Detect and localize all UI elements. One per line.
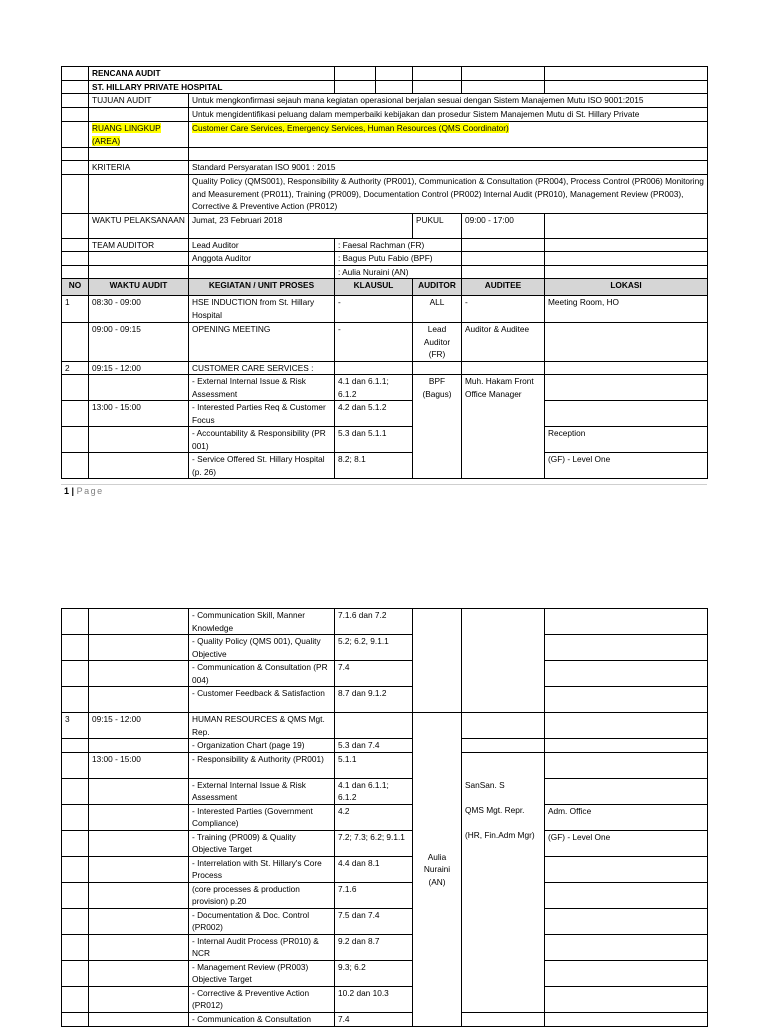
row-activity: - Responsibility & Authority (PR001) [189, 752, 335, 778]
cell [545, 778, 708, 804]
row-activity: - Customer Feedback & Satisfaction [189, 687, 335, 713]
cell [462, 361, 545, 375]
cell [62, 148, 89, 161]
anggota-label: Anggota Auditor [189, 252, 335, 266]
header-waktu: WAKTU AUDIT [89, 279, 189, 296]
cell [62, 687, 89, 713]
cell [89, 635, 189, 661]
row-time: 09:15 - 12:00 [89, 361, 189, 375]
anggota-1: : Bagus Putu Fabio (BPF) [335, 252, 462, 266]
row-activity: - Service Offered St. Hillary Hospital (p. 26) [189, 453, 335, 479]
row-time: 13:00 - 15:00 [89, 752, 189, 778]
cell [545, 265, 708, 279]
row-auditor: Lead Auditor (FR) [413, 323, 462, 362]
cell [89, 427, 189, 453]
cell [62, 175, 89, 214]
cell [89, 252, 189, 266]
cell [462, 265, 545, 279]
cell [62, 323, 89, 362]
cell [462, 252, 545, 266]
cell [545, 661, 708, 687]
ruang-value [189, 122, 708, 148]
row-klausul: 4.4 dan 8.1 [335, 856, 413, 882]
anggota-2: : Aulia Nuraini (AN) [335, 265, 462, 279]
row-klausul: 7.5 dan 7.4 [335, 908, 413, 934]
cell [545, 361, 708, 375]
cell [89, 934, 189, 960]
header-kegiatan: KEGIATAN / UNIT PROSES [189, 279, 335, 296]
ruang-label [89, 122, 189, 148]
row-activity: - Interrelation with St. Hillary's Core Process [189, 856, 335, 882]
cell [89, 882, 189, 908]
cell [462, 713, 545, 739]
cell [413, 609, 462, 713]
cell [335, 713, 413, 739]
cell [89, 739, 189, 753]
header-lokasi: LOKASI [545, 279, 708, 296]
row-auditor: ALL [413, 296, 462, 323]
row-activity: - Accountability & Responsibility (PR 001) [189, 427, 335, 453]
row-activity: - Management Review (PR003) Objective Target [189, 960, 335, 986]
cell [62, 252, 89, 266]
cell [545, 752, 708, 778]
row-klausul: 4.2 dan 5.1.2 [335, 401, 413, 427]
row-klausul: 7.4 [335, 661, 413, 687]
cell [62, 161, 89, 175]
row-klausul: 4.1 dan 6.1.1; 6.1.2 [335, 375, 413, 401]
cell [62, 934, 89, 960]
waktu-label: WAKTU PELAKSANAAN [89, 213, 189, 238]
cell [89, 856, 189, 882]
lead-label: Lead Auditor [189, 238, 335, 252]
page-footer [64, 486, 104, 496]
row-time: 08:30 - 09:00 [89, 296, 189, 323]
row-klausul: 8.2; 8.1 [335, 453, 413, 479]
section-title: CUSTOMER CARE SERVICES : [189, 361, 335, 375]
row-klausul: 7.4 [335, 1012, 413, 1026]
cell [462, 739, 545, 753]
cell [62, 427, 89, 453]
pukul-value: 09:00 - 17:00 [462, 213, 545, 238]
row-klausul: 4.1 dan 6.1.1; 6.1.2 [335, 778, 413, 804]
cell [62, 908, 89, 934]
cell [335, 80, 376, 94]
cell [62, 67, 89, 81]
row-activity: - Documentation & Doc. Control (PR002) [189, 908, 335, 934]
row-lokasi: Meeting Room, HO [545, 296, 708, 323]
cell [545, 609, 708, 635]
cell [545, 375, 708, 401]
row-klausul: 9.2 dan 8.7 [335, 934, 413, 960]
cell [89, 375, 189, 401]
cell [545, 252, 708, 266]
row-klausul: 8.7 dan 9.1.2 [335, 687, 413, 713]
footer-divider [61, 484, 707, 485]
cell [335, 361, 413, 375]
cell [545, 934, 708, 960]
cell [89, 830, 189, 856]
row-klausul: 5.2; 6.2, 9.1.1 [335, 635, 413, 661]
row-activity: - Communication & Consultation (PR 004) [189, 661, 335, 687]
row-klausul: 9.3; 6.2 [335, 960, 413, 986]
cell [62, 80, 89, 94]
row-klausul: 5.3 dan 7.4 [335, 739, 413, 753]
auditee-dept: (HR, Fin.Adm Mgr) [465, 829, 535, 840]
cell [62, 830, 89, 856]
page-separator: | [71, 486, 75, 496]
row-lokasi: (GF) - Level One [545, 830, 708, 856]
cell [62, 213, 89, 238]
cell [89, 108, 189, 122]
cell [335, 67, 376, 81]
kriteria-2: Quality Policy (QMS001), Responsibility & Authority (PR001), Communication & Consultation (PR004), Process Control (PR006) Monitoring and Measurement (PR011), Training (PR009), Documentation Control (PR002) Internal Audit (PR010), Management Review (PR003), Corrective & Preventive Action (PR012) [189, 175, 708, 214]
cell [62, 661, 89, 687]
cell [376, 80, 413, 94]
row-activity: - External Internal Issue & Risk Assessment [189, 778, 335, 804]
cell [545, 213, 708, 238]
cell [62, 122, 89, 148]
plan-title: RENCANA AUDIT [89, 67, 335, 81]
cell [189, 265, 335, 279]
row-lokasi: Reception [545, 427, 708, 453]
section-no: 2 [62, 361, 89, 375]
cell [62, 986, 89, 1012]
row-activity: - Interested Parties (Government Compliance) [189, 804, 335, 830]
cell [89, 148, 189, 161]
section-auditee: Muh. Hakam Front Office Manager [462, 375, 545, 479]
cell [62, 609, 89, 635]
cell [89, 960, 189, 986]
tujuan-2: Untuk mengidentifikasi peluang dalam memperbaiki kebijakan dan prosedur Sistem Manajemen Mutu di St. Hillary Private [189, 108, 708, 122]
row-activity: - Quality Policy (QMS 001), Quality Objective [189, 635, 335, 661]
header-auditee: AUDITEE [462, 279, 545, 296]
cell [462, 238, 545, 252]
cell [545, 687, 708, 713]
cell [62, 856, 89, 882]
cell [545, 908, 708, 934]
row-time: 13:00 - 15:00 [89, 401, 189, 427]
cell [89, 986, 189, 1012]
ruang-label-text: RUANG LINGKUP (AREA) [92, 123, 161, 146]
cell [89, 609, 189, 635]
section-auditor: Aulia Nuraini (AN) [413, 713, 462, 1027]
row-auditee: - [462, 296, 545, 323]
cell [62, 960, 89, 986]
cell [462, 67, 545, 81]
cell [89, 661, 189, 687]
cell [62, 238, 89, 252]
row-klausul: 5.1.1 [335, 752, 413, 778]
cell [545, 713, 708, 739]
row-activity: - Communication & Consultation [189, 1012, 335, 1026]
cell [545, 635, 708, 661]
row-activity: - Corrective & Preventive Action (PR012) [189, 986, 335, 1012]
audit-plan-table-page1 [61, 66, 708, 479]
cell [545, 986, 708, 1012]
cell [545, 401, 708, 427]
cell [545, 960, 708, 986]
cell [89, 175, 189, 214]
cell [62, 108, 89, 122]
cell [62, 804, 89, 830]
cell [89, 908, 189, 934]
cell [62, 94, 89, 108]
row-activity: - Interested Parties Req & Customer Focus [189, 401, 335, 427]
row-klausul: - [335, 296, 413, 323]
row-klausul: 10.2 dan 10.3 [335, 986, 413, 1012]
row-no: 1 [62, 296, 89, 323]
page-number: 1 [64, 486, 70, 496]
row-lokasi: (GF) - Level One [545, 453, 708, 479]
row-klausul: 7.2; 7.3; 6.2; 9.1.1 [335, 830, 413, 856]
cell [413, 67, 462, 81]
cell [545, 856, 708, 882]
section-title: HUMAN RESOURCES & QMS Mgt. Rep. [189, 713, 335, 739]
cell [62, 739, 89, 753]
cell [413, 361, 462, 375]
hospital-name: ST. HILLARY PRIVATE HOSPITAL [89, 80, 335, 94]
cell [62, 265, 89, 279]
row-time: 09:15 - 12:00 [89, 713, 189, 739]
cell [413, 80, 462, 94]
kriteria-label: KRITERIA [89, 161, 189, 175]
section-no: 3 [62, 713, 89, 739]
header-klausul: KLAUSUL [335, 279, 413, 296]
cell [89, 687, 189, 713]
row-activity: - Internal Audit Process (PR010) & NCR [189, 934, 335, 960]
cell [545, 67, 708, 81]
cell [545, 882, 708, 908]
cell [545, 80, 708, 94]
cell [545, 323, 708, 362]
header-auditor: AUDITOR [413, 279, 462, 296]
pukul-label: PUKUL [413, 213, 462, 238]
cell [62, 635, 89, 661]
cell [376, 67, 413, 81]
section-auditor: BPF (Bagus) [413, 375, 462, 479]
row-time: 09:00 - 09:15 [89, 323, 189, 362]
cell [62, 375, 89, 401]
row-activity: - Training (PR009) & Quality Objective Target [189, 830, 335, 856]
row-klausul: 5.3 dan 5.1.1 [335, 427, 413, 453]
row-activity: - Communication Skill, Manner Knowledge [189, 609, 335, 635]
row-klausul: 4.2 [335, 804, 413, 830]
row-klausul: 7.1.6 dan 7.2 [335, 609, 413, 635]
cell [89, 804, 189, 830]
kriteria-1: Standard Persyaratan ISO 9001 : 2015 [189, 161, 708, 175]
auditee-role: QMS Mgt. Repr. [465, 804, 525, 815]
ruang-value-text: Customer Care Services, Emergency Services, Human Resources (QMS Coordinator) [192, 123, 509, 133]
cell [189, 148, 708, 161]
team-label: TEAM AUDITOR [89, 238, 189, 252]
cell [462, 80, 545, 94]
lead-value: : Faesal Rachman (FR) [335, 238, 462, 252]
cell [462, 609, 545, 713]
cell [545, 739, 708, 753]
page-word: Page [76, 486, 104, 496]
row-auditee: Auditor & Auditee [462, 323, 545, 362]
cell [62, 882, 89, 908]
auditee-name: SanSan. S [465, 779, 505, 790]
row-activity: OPENING MEETING [189, 323, 335, 362]
row-activity: (core processes & production provision) p.20 [189, 882, 335, 908]
header-no: NO [62, 279, 89, 296]
waktu-value: Jumat, 23 Februari 2018 [189, 213, 413, 238]
cell [62, 401, 89, 427]
audit-plan-table-page2 [61, 608, 708, 1027]
cell [89, 778, 189, 804]
cell [62, 778, 89, 804]
row-klausul: 7.1.6 [335, 882, 413, 908]
cell [89, 453, 189, 479]
row-activity: - External Internal Issue & Risk Assessment [189, 375, 335, 401]
row-klausul: - [335, 323, 413, 362]
cell [62, 752, 89, 778]
row-lokasi: Adm. Office [545, 804, 708, 830]
section-auditee [462, 752, 545, 1012]
cell [545, 238, 708, 252]
tujuan-label: TUJUAN AUDIT [89, 94, 189, 108]
row-activity: - Organization Chart (page 19) [189, 739, 335, 753]
cell [62, 453, 89, 479]
tujuan-1: Untuk mengkonfirmasi sejauh mana kegiatan operasional berjalan sesuai dengan Sistem Manajemen Mutu ISO 9001:2015 [189, 94, 708, 108]
cell [89, 265, 189, 279]
row-activity: HSE INDUCTION from St. Hillary Hospital [189, 296, 335, 323]
